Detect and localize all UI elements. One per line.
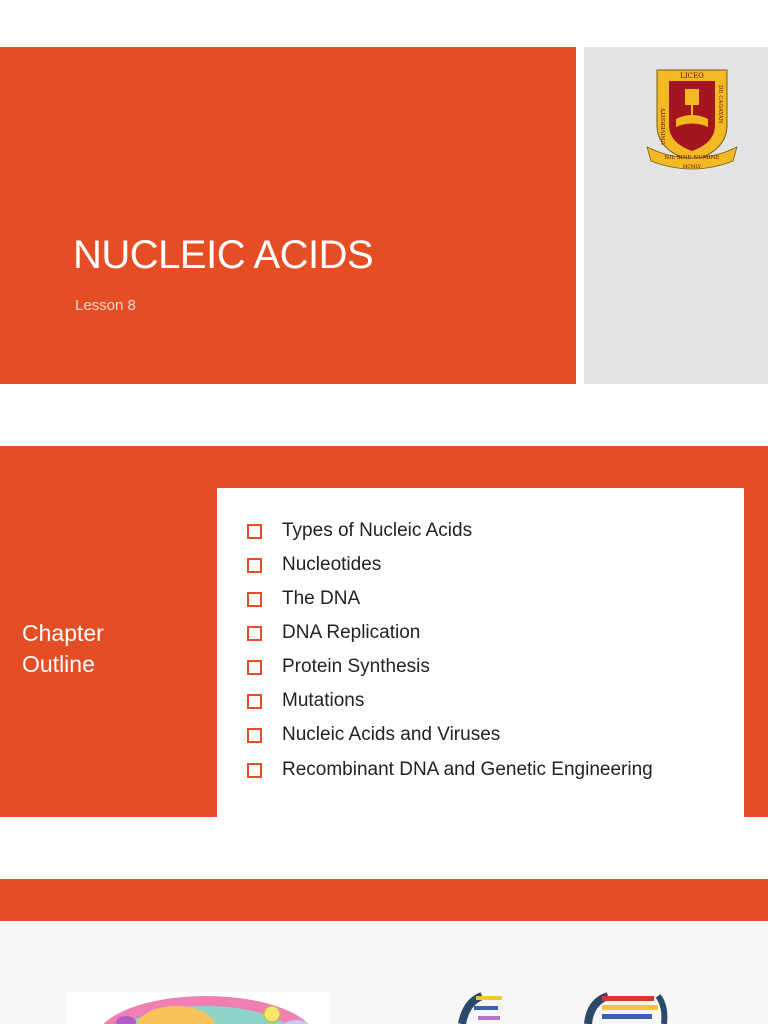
outline-item-text: Protein Synthesis (282, 656, 430, 677)
outline-item (247, 684, 653, 718)
outline-item (247, 548, 653, 582)
seal-top-text: LICEO (680, 72, 704, 80)
outline-item (247, 616, 653, 650)
outline-item-text: The DNA (282, 588, 361, 609)
checkbox-bullet-icon (247, 694, 262, 709)
seal-motto: NIL SINE NUMINE (664, 155, 720, 161)
outline-item-text: Recombinant DNA and Genetic Engineering (282, 759, 653, 780)
seal-right-text: DE CAGAYAN (717, 85, 723, 124)
chapter-outline-heading (22, 618, 202, 680)
outline-list (247, 514, 653, 787)
chapter-heading-line2: Outline (22, 651, 95, 677)
checkbox-bullet-icon (247, 728, 262, 743)
outline-item-text: Types of Nucleic Acids (282, 520, 473, 541)
outline-item-text: Nucleotides (282, 554, 382, 575)
outline-item (247, 718, 653, 752)
outline-item-text: DNA Replication (282, 622, 421, 643)
outline-item (247, 582, 653, 616)
seal-left-text: UNIVERSITY (661, 107, 667, 145)
cell-illustration-icon (66, 992, 330, 1024)
checkbox-bullet-icon (247, 592, 262, 607)
outline-slide (0, 446, 768, 817)
checkbox-bullet-icon (247, 763, 262, 778)
svg-text:UNIVERSITY (661, 108, 667, 145)
outline-item (247, 514, 653, 548)
title-panel (0, 47, 576, 384)
slide-title: NUCLEIC ACIDS (73, 233, 374, 277)
slide-subtitle: Lesson 8 (75, 297, 136, 314)
svg-text:DE CAGAYAN (717, 85, 723, 124)
checkbox-bullet-icon (247, 524, 262, 539)
chapter-heading-line1: Chapter (22, 620, 104, 646)
checkbox-bullet-icon (247, 626, 262, 641)
university-seal-logo (645, 65, 739, 171)
outline-background (0, 446, 768, 817)
outline-item (247, 753, 653, 787)
outline-item (247, 650, 653, 684)
seal-year: MCMLV (682, 165, 702, 170)
outline-item-text: Nucleic Acids and Viruses (282, 724, 501, 745)
next-slide-partial (0, 879, 768, 1024)
outline-item-text: Mutations (282, 690, 365, 711)
checkbox-bullet-icon (247, 660, 262, 675)
dna-strand-illustration-icon (452, 982, 677, 1024)
title-slide (0, 47, 768, 384)
slide-header-band (0, 879, 768, 921)
outline-panel (217, 488, 744, 817)
checkbox-bullet-icon (247, 558, 262, 573)
